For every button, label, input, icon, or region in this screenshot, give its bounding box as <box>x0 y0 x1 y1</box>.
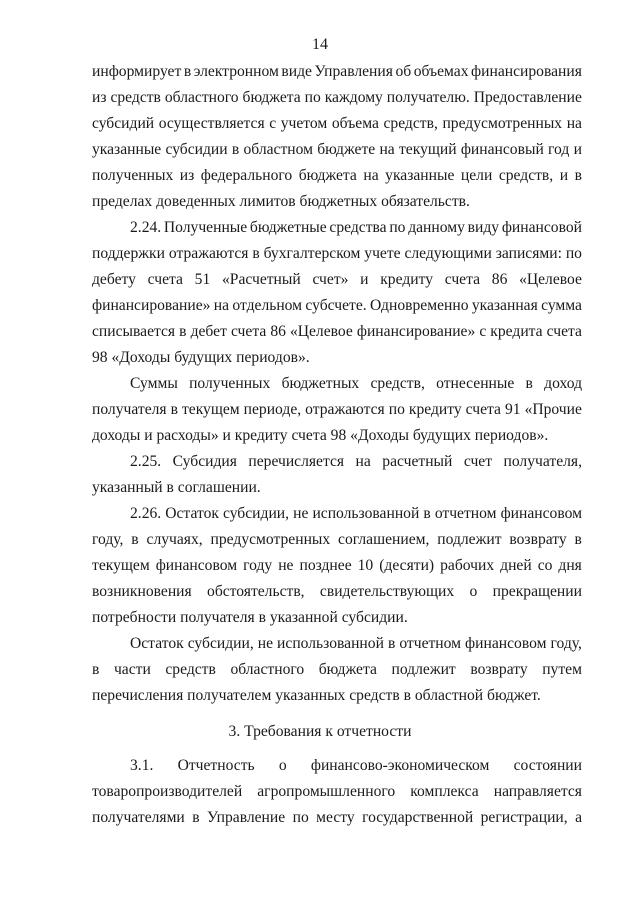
text-line: товаропроизводителей агропромышленного комплекса направляется <box>92 783 582 800</box>
section-heading: 3. Требования к отчетности <box>228 723 412 740</box>
text-line: пределах доведенных лимитов бюджетных обязательств. <box>92 193 470 210</box>
paragraph-first-line: 2.26. Остаток субсидии, не использованной в отчетном финансовом <box>130 505 582 522</box>
text-line: указанный в соглашении. <box>92 479 261 496</box>
text-line: субсидий осуществляется с учетом объема средств, предусмотренных на <box>92 115 582 132</box>
text-line: доходы и расходы» и кредиту счета 98 «Доходы будущих периодов». <box>92 427 549 444</box>
text-line: перечисления получателем указанных средств в областной бюджет. <box>92 687 541 704</box>
text-line: полученных из федерального бюджета на указанные цели средств, и в <box>92 167 582 184</box>
text-line: получателями в Управление по месту государственной регистрации, а <box>92 809 582 826</box>
text-line: списывается в дебет счета 86 «Целевое финансирование» с кредита счета <box>92 323 582 340</box>
text-line: текущем финансовом году не позднее 10 (десяти) рабочих дней со дня <box>92 557 582 574</box>
paragraph-first-line: 2.24. Полученные бюджетные средства по данному виду финансовой <box>130 219 582 236</box>
text-line: финансирование» на отдельном субсчете. Одновременно указанная сумма <box>92 297 582 314</box>
text-line: в части средств областного бюджета подлежит возврату путем <box>92 661 582 678</box>
text-line: получателя в текущем периоде, отражаются по кредиту счета 91 «Прочие <box>92 401 582 418</box>
text-line: возникновения обстоятельств, свидетельствующих о прекращении <box>92 583 582 600</box>
text-line: году, в случаях, предусмотренных соглашением, подлежит возврату в <box>92 531 582 548</box>
paragraph-first-line: Суммы полученных бюджетных средств, отнесенные в доход <box>130 375 582 392</box>
paragraph-first-line: 3.1. Отчетность о финансово-экономическом состоянии <box>130 757 582 774</box>
page-number: 14 <box>312 36 328 53</box>
text-line: информирует в электронном виде Управления об объемах финансирования <box>92 63 582 80</box>
paragraph-first-line: Остаток субсидии, не использованной в отчетном финансовом году, <box>130 635 582 652</box>
text-line: из средств областного бюджета по каждому получателю. Предоставление <box>92 89 582 106</box>
text-line: потребности получателя в указанной субсидии. <box>92 609 408 626</box>
text-line: поддержки отражаются в бухгалтерском учете следующими записями: по <box>92 245 582 262</box>
paragraph-first-line: 2.25. Субсидия перечисляется на расчетный счет получателя, <box>130 453 582 470</box>
text-line: указанные субсидии в областном бюджете на текущий финансовый год и <box>92 141 582 158</box>
text-line: дебету счета 51 «Расчетный счет» и кредиту счета 86 «Целевое <box>92 271 582 288</box>
text-line: 98 «Доходы будущих периодов». <box>92 349 310 366</box>
